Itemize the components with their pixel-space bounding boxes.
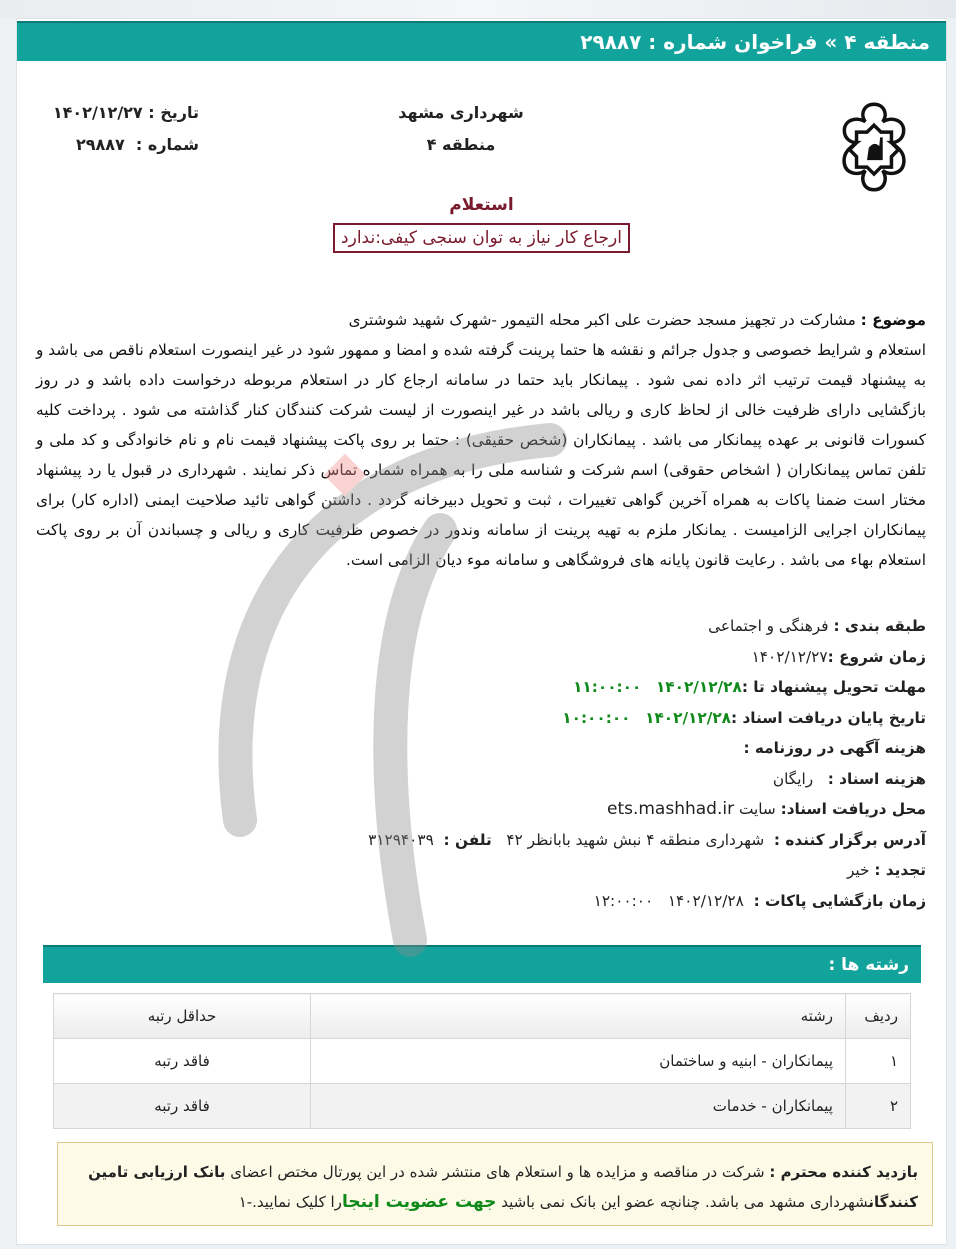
conditions-body: استعلام و شرایط خصوصی و جدول جرائم و نقشه ها حتما پرینت گرفته شده و امضا و ممهور شود در غیر اینصورت استعلام ناقص می باشد و به پیشنهاد قیمت ترتیب اثر داده نمی شود . پیمانکار باید حتما در سامانه ارجاع کار در استعلام مربوطه درخواست داده باشد و در روز بازگشایی دارای ظرفیت خالی از لحاظ کاری و ریالی باشد در غیر اینصورت از لیست شرکت کنندگان کنار گذاشته می شود . پرداخت کلیه کسورات قانونی بر عهده پیمانکار می باشد . پیمانکاران (شخص حقیقی) : حتما بر روی پاکت پیشنهاد قیمت نام و نام خانوادگی و کد ملی و تلفن تماس پیمانکاران ( اشخاص حقوقی) اسم شرکت و شناسه ملی را به همراه شماره تماس ذکر نمایند . شهرداری در قبول یا رد پیشنهاد مختار است ضمنا پاکات به همراه آخرین گواهی تغییرات ، ثبت و تحویل دبیرخانه گردد . داشتن گواهی تائید صلاحیت ایمنی (اداره کار) برای پیمانکاران اجرایی الزامیست . یمانکار ملزم به تهیه پرینت از سامانه وندور در خصوص ظرفیت کاری و ریالی و چسباندن آن بر روی پاکت استعلام بهاء می باشد . رعایت قانون پایانه های فروشگاهی و سامانه موء دیان الزامی است. <box>36 341 926 569</box>
mashhad-municipality-logo-icon <box>830 99 918 195</box>
title-main: استعلام <box>449 195 514 215</box>
tender-fields <box>36 611 926 916</box>
number-value: ۲۹۸۸۷ <box>75 135 125 154</box>
date-label: تاریخ : <box>148 103 199 122</box>
document-title <box>17 195 946 253</box>
docs-end-row: تاریخ پایان دریافت اسناد :۱۴۰۲/۱۲/۲۸ ۱۰:۰۰:۰۰ <box>562 708 926 727</box>
opening-row: زمان بازگشایی پاکات : ۱۴۰۲/۱۲/۲۸ ۱۲:۰۰:۰۰ <box>593 891 926 910</box>
org-name: شهرداری مشهد <box>398 103 524 122</box>
conditions-text <box>36 305 926 575</box>
table-row: ۲ پیمانکاران - خدمات فاقد رتبه <box>54 1084 911 1129</box>
fields-table <box>53 993 911 1129</box>
col-min-grade: حداقل رتبه <box>54 994 311 1039</box>
category-row: طبقه بندی : فرهنگی و اجتماعی <box>708 617 926 635</box>
number-label: شماره : <box>135 135 199 154</box>
doc-place-row: محل دریافت اسناد: سایت ets.mashhad.ir <box>606 799 926 819</box>
doc-cost-row: هزینه اسناد : رایگان <box>772 769 926 788</box>
address-row: آدرس برگزار کننده : شهرداری منطقه ۴ نبش شهید بابانظر ۴۲ تلفن : ۳۱۲۹۴۰۳۹ <box>368 830 926 849</box>
quality-assessment-box: ارجاع کار نیاز به توان سنجی کیفی:ندارد <box>333 223 630 253</box>
start-row: زمان شروع :۱۴۰۲/۱۲/۲۷ <box>751 647 926 666</box>
fields-section-title: رشته ها : <box>43 945 921 983</box>
table-row: ۱ پیمانکاران - ابنیه و ساختمان فاقد رتبه <box>54 1039 911 1084</box>
tender-panel <box>16 18 947 1245</box>
ad-cost-row: هزینه آگهی در روزنامه : <box>743 739 926 757</box>
date-value: ۱۴۰۲/۱۲/۲۷ <box>52 103 143 122</box>
join-here-link[interactable]: جهت عضویت اینجا <box>341 1192 497 1212</box>
top-strip <box>0 0 956 18</box>
doc-site-text: ets.mashhad.ir <box>606 799 735 819</box>
page-title-bar <box>17 21 946 61</box>
letter-meta <box>49 97 199 161</box>
org-region: منطقه ۴ <box>426 135 496 154</box>
renewal-row: تجدید : خیر <box>846 861 926 879</box>
organization-block <box>396 97 526 161</box>
deadline-row: مهلت تحویل پیشنهاد تا :۱۴۰۲/۱۲/۲۸ ۱۱:۰۰:۰۰ <box>573 678 926 696</box>
visitor-notice: بازدید کننده محترم : شرکت در مناقصه و مزایده ها و استعلام های منتشر شده در این پورتال مختص اعضای بانک ارزیابی تامین کنندگانشهرداری مشهد می باشد. چنانچه عضو این بانک نمی باشید جهت عضویت اینجارا کلیک نمایید.-۱ <box>57 1142 933 1226</box>
subject-value: مشارکت در تجهیز مسجد حضرت علی اکبر محله التیمور -شهرک شهید شوشتری <box>348 311 856 329</box>
col-field: رشته <box>311 994 846 1039</box>
subject-label: موضوع : <box>860 311 926 329</box>
breadcrumb: منطقه ۴ » فراخوان شماره : ۲۹۸۸۷ <box>580 30 930 54</box>
col-index: ردیف <box>846 994 911 1039</box>
